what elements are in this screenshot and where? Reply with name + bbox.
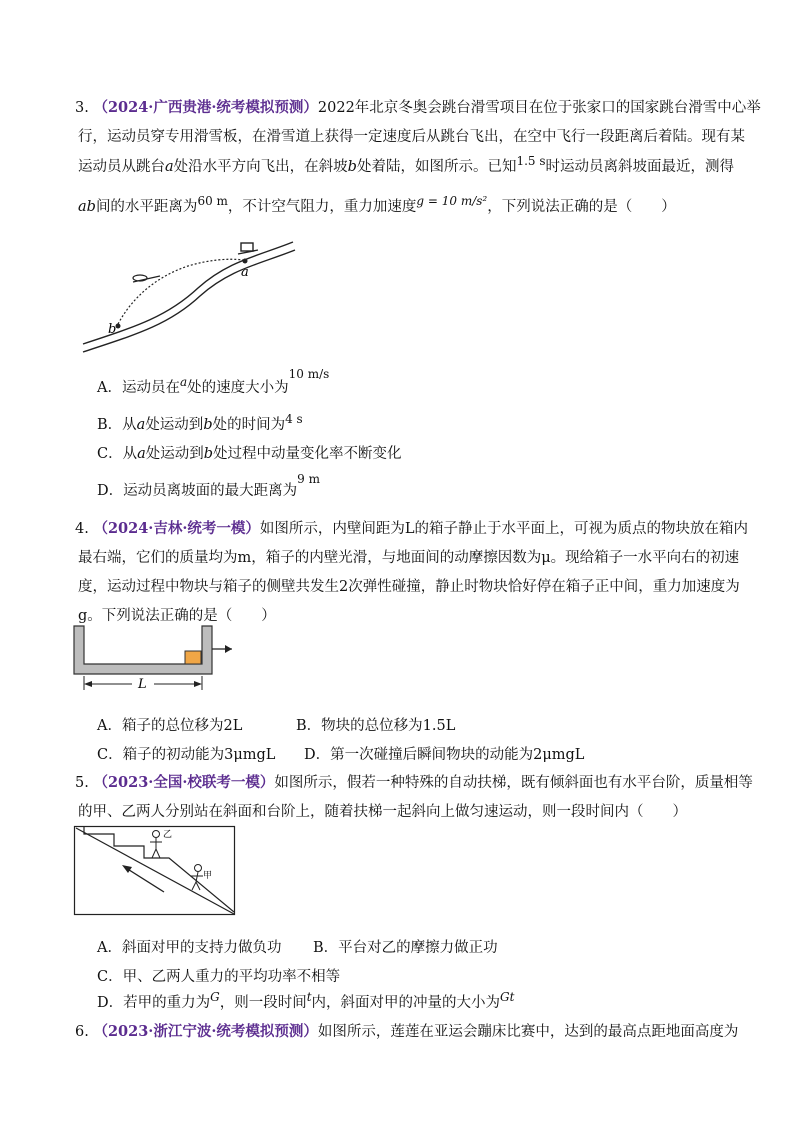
q4-text-1: 如图所示，内壁间距为L的箱子静止于水平面上，可视为质点的物块放在箱内 — [259, 521, 749, 537]
q3-opt-a-text1: A．运动员在 — [97, 380, 180, 396]
q5-opt-d-text1: D．若甲的重力为 — [97, 995, 211, 1011]
q3-time-15: 1.5 s — [516, 154, 546, 168]
q4-number: 4. — [75, 521, 89, 537]
q3-opt-b-var-a: a — [136, 417, 146, 433]
q3-opt-a-value: 10 m/s — [288, 367, 330, 381]
q5-opt-d-var-t: t — [306, 990, 312, 1004]
q3-text-4b: ，不计空气阻力，重力加速度 — [227, 199, 417, 215]
q3-opt-a-text2: 处的速度大小为 — [187, 380, 289, 396]
q3-text-4a: 间的水平距离为 — [95, 199, 198, 215]
q4-box-figure — [74, 626, 244, 696]
q3-opt-c-text2: 处运动到 — [145, 446, 204, 462]
q3-option-c[interactable] — [97, 444, 402, 464]
q5-line2: 的甲、乙两人分别站在斜面和台阶上，随着扶梯一起斜向上做匀速运动，则一段时间内（ ） — [78, 804, 687, 820]
q5-opt-d-var-Gt: Gt — [500, 990, 515, 1004]
q3-opt-c-text1: C．从 — [97, 446, 138, 462]
q5-source: （2023·全国·校联考一模） — [93, 774, 275, 791]
q3-opt-c-text3: 处过程中动量变化率不断变化 — [213, 446, 402, 462]
q5-option-d[interactable] — [97, 990, 515, 1013]
q3-opt-c-var-b: b — [203, 446, 214, 462]
q5-opt-d-text2: ，则一段时间 — [219, 995, 307, 1011]
q3-option-a[interactable] — [97, 367, 330, 398]
q3-opt-d-value: 9 m — [297, 472, 320, 486]
q3-text-4c: ，下列说法正确的是（ ） — [487, 199, 676, 215]
q3-opt-b-value: 4 s — [285, 412, 303, 426]
arrow-right-icon — [225, 645, 232, 653]
q3-text-3c: 处着陆，如图所示。已知 — [356, 159, 517, 175]
q3-opt-a-var: a — [179, 375, 188, 389]
fig-label-jia: 甲 — [203, 871, 213, 881]
person-yi-icon — [150, 831, 162, 859]
q5-option-b[interactable]: B．平台对乙的摩擦力做正功 — [313, 940, 498, 956]
q3-line1 — [75, 98, 761, 118]
q3-option-d[interactable] — [97, 472, 320, 501]
fig-label-L: L — [138, 677, 147, 692]
q5-number: 5. — [75, 775, 89, 791]
q3-number: 3. — [75, 100, 89, 116]
arrow-up-left-icon — [122, 865, 132, 873]
q3-opt-c-var-a: a — [137, 446, 146, 462]
q4-line4: g。下列说法正确的是（ ） — [78, 608, 276, 624]
skier-flying-icon — [133, 275, 160, 282]
q5-option-a[interactable]: A．斜面对甲的支持力做负功 — [97, 940, 282, 956]
q3-option-b[interactable] — [97, 412, 303, 435]
q5-option-c[interactable]: C．甲、乙两人重力的平均功率不相等 — [97, 969, 341, 985]
q3-var-b: b — [347, 159, 357, 175]
q3-dist-60: 60 m — [197, 194, 228, 208]
q6-number: 6. — [75, 1024, 89, 1040]
fig-label-a: a — [241, 265, 249, 280]
q6-text-1: 如图所示，莲莲在亚运会蹦床比赛中，达到的最高点距地面高度为 — [317, 1024, 739, 1040]
q3-opt-b-text2: 处运动到 — [145, 417, 204, 433]
q4-line3: 度，运动过程中物块与箱子的侧壁共发生2次弹性碰撞，静止时物块恰好停在箱子正中间，重力加速度为 — [78, 579, 740, 595]
q5-line1 — [75, 773, 753, 793]
q6-source: （2023·浙江宁波·统考模拟预测） — [93, 1023, 318, 1040]
q5-text-1: 如图所示，假若一种特殊的自动扶梯，既有倾斜面也有水平台阶，质量相等 — [274, 775, 753, 791]
q3-line4 — [78, 194, 676, 217]
q3-opt-b-text3: 处的时间为 — [212, 417, 286, 433]
q3-text-3a: 运动员从跳台 — [78, 159, 165, 175]
q4-line1 — [75, 519, 748, 539]
q3-opt-d-text1: D．运动员离坡面的最大距离为 — [97, 483, 298, 499]
q4-option-b[interactable]: B．物块的总位移为1.5L — [296, 718, 456, 734]
q3-text-3d: 时运动员离斜坡面最近，测得 — [545, 159, 735, 175]
q3-line2: 行，运动员穿专用滑雪板，在滑雪道上获得一定速度后从跳台飞出，在空中飞行一段距离后着陆。现有某 — [78, 129, 745, 145]
q3-text-3b: 处沿水平方向飞出，在斜坡 — [173, 159, 348, 175]
q3-text-1: 2022年北京冬奥会跳台滑雪项目在位于张家口的国家跳台滑雪中心举 — [317, 100, 761, 116]
q3-source: （2024·广西贵港·统考模拟预测） — [93, 99, 318, 116]
q4-line2: 最右端，它们的质量均为m，箱子的内壁光滑，与地面间的动摩擦因数为μ。现给箱子一水平向右的初速 — [78, 550, 740, 566]
q3-opt-b-text1: B．从 — [97, 417, 137, 433]
q3-var-a: a — [165, 159, 174, 175]
fig-label-yi: 乙 — [163, 830, 173, 840]
q3-var-ab: ab — [78, 199, 96, 215]
block-icon — [185, 651, 201, 664]
q3-ski-slope-figure — [78, 236, 308, 356]
q3-opt-b-var-b: b — [203, 417, 213, 433]
q5-escalator-figure — [74, 826, 244, 918]
q4-source: （2024·吉林·统考一模） — [93, 520, 260, 537]
skier-start-icon — [238, 243, 258, 254]
q3-line3 — [78, 154, 735, 177]
q5-opt-d-text3: 内，斜面对甲的冲量的大小为 — [311, 995, 501, 1011]
fig-label-b: b — [108, 322, 117, 337]
q4-option-d[interactable]: D．第一次碰撞后瞬间物块的动能为2μmgL — [304, 747, 585, 763]
q4-option-c[interactable]: C．箱子的初动能为3μmgL — [97, 747, 276, 763]
q4-option-a[interactable]: A．箱子的总位移为2L — [97, 718, 243, 734]
q3-gravity: g = 10 m/s² — [416, 194, 488, 208]
q5-opt-d-var-G: G — [210, 990, 220, 1004]
q6-line1 — [75, 1022, 738, 1042]
